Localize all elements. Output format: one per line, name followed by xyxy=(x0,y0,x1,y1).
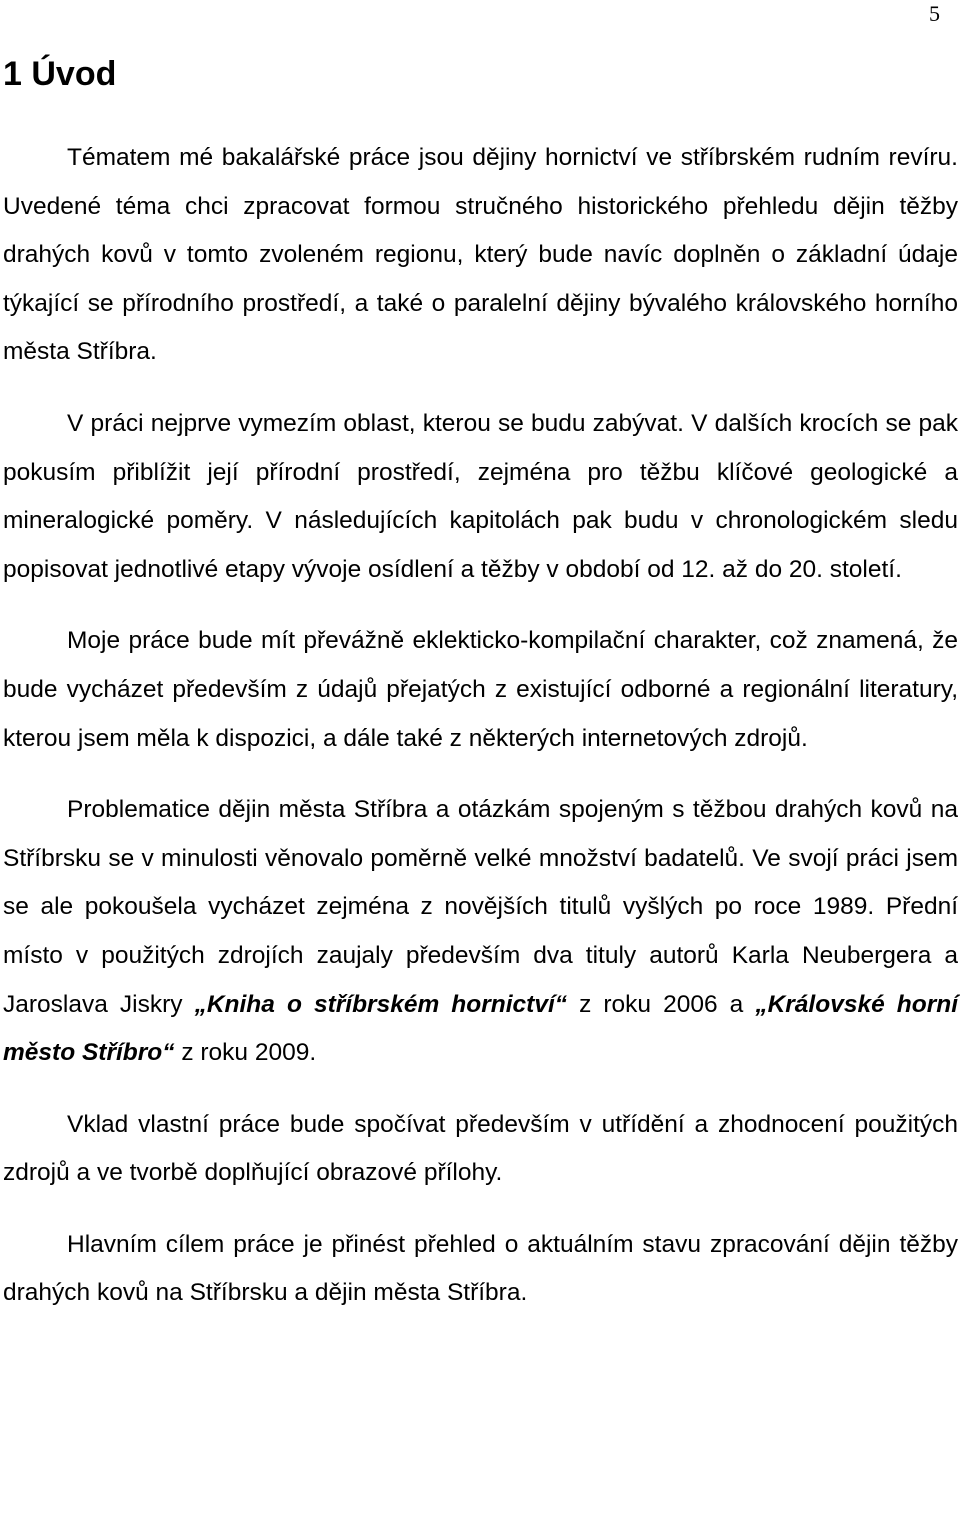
chapter-body xyxy=(3,134,958,1341)
paragraph-sources xyxy=(3,786,958,1078)
sources-text-after: z roku 2009. xyxy=(174,1039,317,1067)
chapter-heading: 1 Úvod xyxy=(3,55,117,93)
paragraph-topic: Tématem mé bakalářské práce jsou dějiny hornictví ve stříbrském rudním revíru. Uvedené téma chci zpracovat formou stručného historického přehledu dějin těžby drahých kovů v tomto zvoleném regionu, který bude navíc doplněn o základní údaje týkající se přírodního prostředí, a také o paralelní dějiny bývalého královského horního města Stříbra. xyxy=(3,144,958,366)
paragraph-contribution: Vklad vlastní práce bude spočívat především v utřídění a zhodnocení použitých zdrojů a ve tvorbě doplňující obrazové přílohy. xyxy=(3,1110,958,1187)
paragraph-method: Moje práce bude mít převážně eklekticko-kompilační charakter, což znamená, že bude vycházet především z údajů přejatých z existující odborné a regionální literatury, kterou jsem měla k dispozici, a dále také z některých internetových zdrojů. xyxy=(3,627,958,752)
sources-text-before: Problematice dějin města Stříbra a otázkám spojeným s těžbou drahých kovů na Stříbrsku se v minulosti věnovalo poměrně velké množství badatelů. Ve svojí práci jsem se ale pokoušela vycházet zejména z novějších titulů vyšlých po roce 1989. Přední místo v použitých zdrojích zaujaly především dva tituly autorů Karla Neubergera a Jaroslava Jiskry xyxy=(3,796,958,1018)
paragraph-structure: V práci nejprve vymezím oblast, kterou se budu zabývat. V dalších krocích se pak pokusím přiblížit její přírodní prostředí, zejména pro těžbu klíčové geologické a mineralogické poměry. V následujících kapitolách pak budu v chronologickém sledu popisovat jednotlivé etapy vývoje osídlení a těžby v období od 12. až do 20. století. xyxy=(3,409,958,583)
book-title-kralovske: „Královské horní město Stříbro“ xyxy=(3,990,958,1067)
paragraph-goal: Hlavním cílem práce je přinést přehled o aktuálním stavu zpracování dějin těžby drahých kovů na Stříbrsku a dějin města Stříbra. xyxy=(3,1230,958,1307)
book-title-kniha: „Kniha o stříbrském hornictví“ xyxy=(194,990,568,1018)
sources-text-middle: z roku 2006 a xyxy=(567,990,756,1018)
page-number: 5 xyxy=(929,1,940,26)
